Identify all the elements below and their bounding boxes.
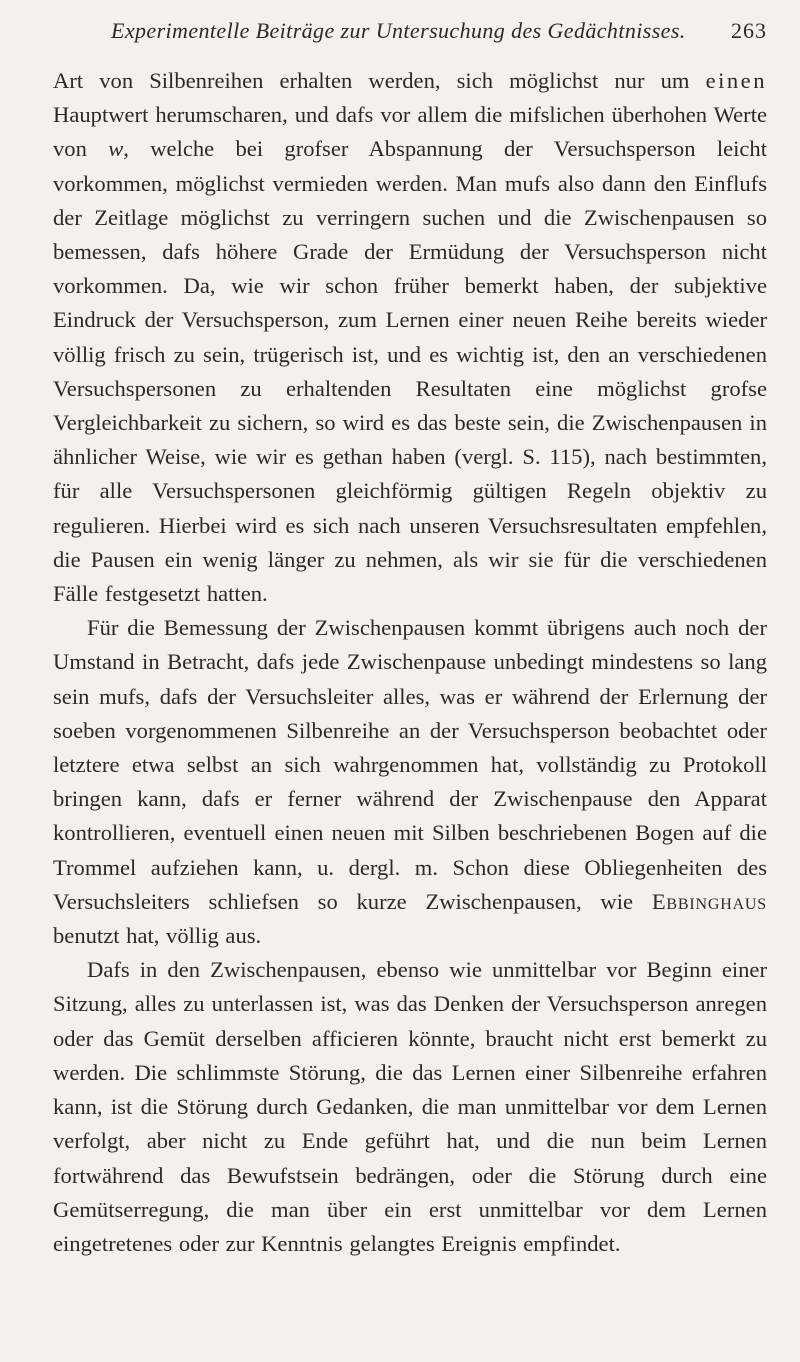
paragraph-1-part-2: Hauptwert herumscharen, und dafs vor allem die mifslichen überhohen Werte von	[53, 102, 767, 162]
paragraph-1-part-3: , welche bei grofser Abspannung der Versuchsperson leicht vorkommen, möglichst vermieden werden. Man mufs also dann den Einflufs der Zeitlage möglichst zu verringern suchen und die Zwischenpausen so bemessen, dafs höhere Grade der Ermüdung der Versuchsperson nicht vorkommen. Da, wie wir schon früher bemerkt haben, der subjektive Eindruck der Versuchsperson, zum Lernen einer neuen Reihe bereits wieder völlig frisch zu sein, trügerisch ist, und es wichtig ist, den an verschiedenen Versuchspersonen zu erhaltenden Resultaten eine möglichst grofse Vergleichbarkeit zu sichern, so wird es das beste sein, die Zwischenpausen in ähnlicher Weise, wie wir es gethan haben (vergl. S. 115), nach bestimmten, für alle Versuchspersonen gleichförmig gültigen Regeln objektiv zu regulieren. Hierbei wird es sich nach unseren Versuchsresultaten empfehlen, die Pausen ein wenig länger zu nehmen, als wir sie für die verschiedenen Fälle festgesetzt hatten.	[53, 136, 767, 607]
emphasis-einen: einen	[705, 68, 767, 93]
running-head	[53, 10, 767, 50]
paragraph-1-part-1: Art von Silbenreihen erhalten werden, sich möglichst nur um	[53, 68, 690, 93]
paragraph-2	[53, 611, 767, 953]
page-number: 263	[731, 18, 767, 43]
paragraph-3: Dafs in den Zwischenpausen, ebenso wie unmittelbar vor Beginn einer Sitzung, alles zu unterlassen ist, was das Denken der Versuchsperson anregen oder das Gemüt derselben afficieren könnte, braucht nicht erst bemerkt zu werden. Die schlimmste Störung, die das Lernen einer Silbenreihe erfahren kann, ist die Störung durch Gedanken, die man unmittelbar vor dem Lernen verfolgt, aber nicht zu Ende geführt hat, und die nun beim Lernen fortwährend das Bewufstsein bedrängen, oder die Störung durch eine Gemütserregung, die man über ein erst unmittelbar vor dem Lernen eingetretenes oder zur Kenntnis gelangtes Ereignis empfindet.	[53, 957, 767, 1256]
running-title: Experimentelle Beiträge zur Untersuchung des Gedächtnisses.	[111, 18, 686, 43]
paragraph-1	[53, 64, 767, 611]
paragraph-2-part-1: Für die Bemessung der Zwischenpausen kommt übrigens auch noch der Umstand in Betracht, dafs jede Zwischenpause unbedingt mindestens so lang sein mufs, dafs der Versuchsleiter alles, was er während der Erlernung der soeben vorgenommenen Silbenreihe an der Versuchsperson beobachtet oder letztere etwa selbst an sich wahrgenommen hat, vollständig zu Protokoll bringen kann, dafs er ferner während der Zwischenpause den Apparat kontrollieren, eventuell einen neuen mit Silben beschriebenen Bogen auf die Trommel aufziehen kann, u. dergl. m. Schon diese Obliegenheiten des Versuchsleiters schliefsen so kurze Zwischenpausen, wie	[53, 615, 767, 914]
body-text	[53, 64, 767, 1261]
variable-w: w	[108, 136, 124, 162]
author-name-ebbinghaus: Ebbinghaus	[651, 888, 767, 914]
paragraph-2-part-2: benutzt hat, völlig aus.	[53, 923, 262, 949]
